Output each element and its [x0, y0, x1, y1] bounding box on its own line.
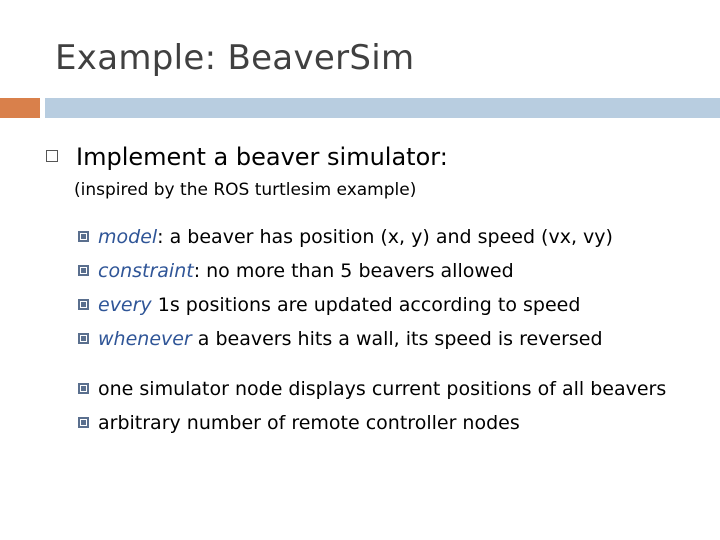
slide-title: Example: BeaverSim	[55, 38, 415, 78]
square-bullet-icon	[78, 333, 89, 344]
architecture-text: one simulator node displays current positions of all beavers	[98, 378, 667, 400]
rule-text: 1s positions are updated according to speed	[151, 294, 581, 316]
square-bullet-icon	[78, 383, 89, 394]
rule-keyword: constraint	[98, 260, 194, 282]
rule-keyword: whenever	[98, 328, 192, 350]
rule-item	[78, 294, 580, 316]
architecture-item	[78, 378, 666, 400]
rule-keyword: model	[98, 226, 158, 248]
rule-separator: :	[157, 226, 164, 248]
rule-item	[78, 328, 603, 350]
main-bullet-text: Implement a beaver simulator:	[76, 143, 448, 171]
square-bullet-icon	[78, 417, 89, 428]
rule-text: a beaver has position (x, y) and speed (vx, vy)	[163, 226, 613, 248]
rule-separator: :	[193, 260, 201, 282]
rule-text: no more than 5 beavers allowed	[200, 260, 514, 282]
rule-text: a beavers hits a wall, its speed is reversed	[191, 328, 603, 350]
title-accent-bar-orange	[0, 98, 40, 118]
rule-item	[78, 260, 514, 282]
square-bullet-icon	[78, 231, 89, 242]
architecture-item	[78, 412, 520, 434]
rule-keyword: every	[98, 294, 152, 316]
title-accent-bar-blue	[45, 98, 720, 118]
square-bullet-icon	[78, 265, 89, 276]
subtitle-note: (inspired by the ROS turtlesim example)	[74, 180, 417, 200]
main-bullet	[46, 143, 448, 171]
rule-item	[78, 226, 613, 248]
square-bullet-icon	[78, 299, 89, 310]
architecture-text: arbitrary number of remote controller nodes	[98, 412, 520, 434]
hollow-square-bullet-icon	[46, 150, 58, 162]
